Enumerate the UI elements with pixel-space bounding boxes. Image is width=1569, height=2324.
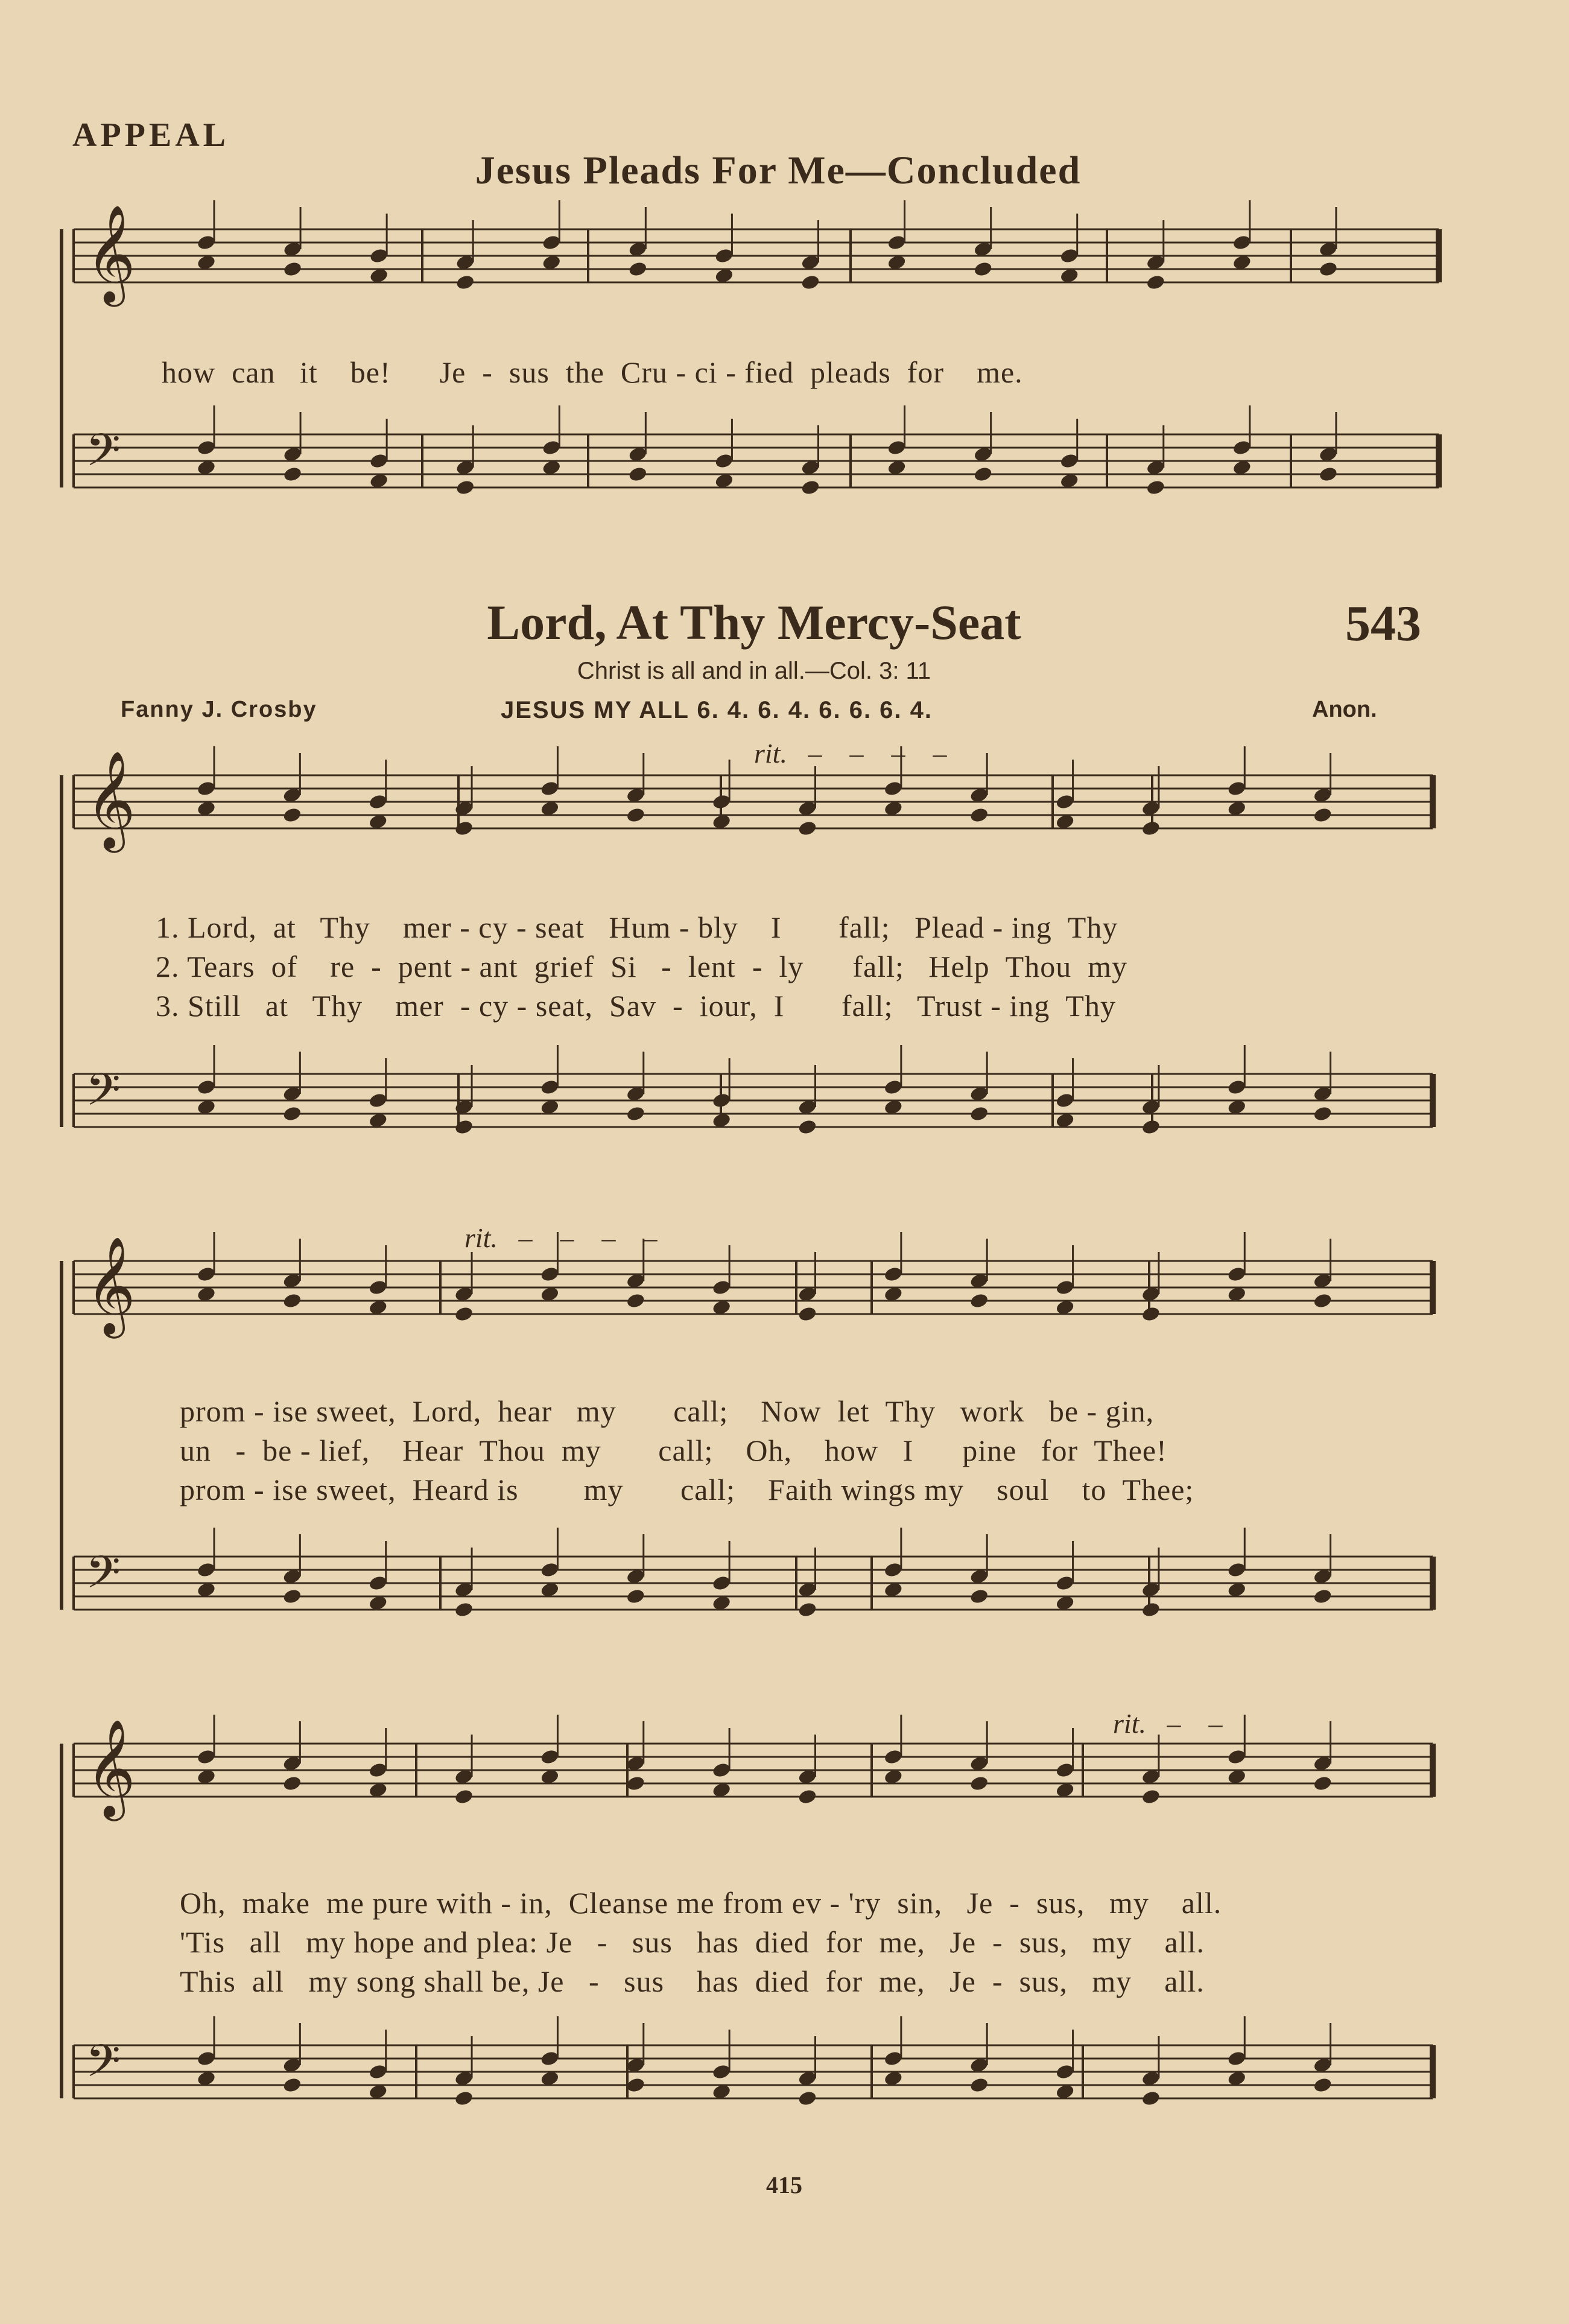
- hymn-title: Lord, At Thy Mercy-Seat: [487, 595, 1021, 650]
- notehead: [1318, 466, 1338, 483]
- bass-clef-icon: 𝄢: [86, 424, 121, 487]
- treble-clef-icon: 𝄞: [86, 1236, 136, 1335]
- treble-clef-icon: 𝄞: [86, 1719, 136, 1817]
- notehead: [282, 807, 302, 824]
- notehead: [282, 261, 302, 278]
- notehead: [454, 1788, 474, 1805]
- notehead: [1313, 2077, 1333, 2094]
- prev-hymn-title: Jesus Pleads For Me—Concluded: [475, 148, 1082, 192]
- treble-clef-icon: 𝄞: [86, 751, 136, 849]
- notehead: [1313, 1292, 1333, 1309]
- verse-2-line-3: 'Tis all my hope and plea: Je - sus has died for me, Je - sus, my all.: [180, 1925, 1205, 1959]
- notehead: [1313, 1775, 1333, 1792]
- notehead: [1313, 807, 1333, 824]
- notehead: [1141, 1119, 1161, 1135]
- verse-3-line-2: prom - ise sweet, Heard is my call; Faith wings my soul to Thee;: [180, 1473, 1194, 1506]
- notehead: [969, 1588, 989, 1605]
- verse-1-line-2: prom - ise sweet, Lord, hear my call; Now let Thy work be - gin,: [180, 1394, 1155, 1428]
- notehead: [969, 1292, 989, 1309]
- hymn-number: 543: [1345, 595, 1421, 652]
- notehead: [1146, 274, 1165, 291]
- notehead: [454, 1306, 474, 1322]
- rit-marking-1: rit. – – – –: [754, 738, 947, 769]
- notehead: [800, 479, 820, 496]
- notehead: [626, 1292, 645, 1309]
- notehead: [797, 820, 817, 837]
- bass-clef-icon: 𝄢: [86, 2035, 121, 2098]
- notehead: [454, 820, 474, 837]
- page-number: 415: [766, 2171, 802, 2199]
- notehead: [282, 1775, 302, 1792]
- notehead: [1313, 1588, 1333, 1605]
- notehead: [455, 479, 475, 496]
- author-credit: Fanny J. Crosby: [121, 697, 317, 722]
- rit-marking-3: rit. – –: [1113, 1708, 1223, 1739]
- composer-credit: Anon.: [1312, 697, 1377, 722]
- treble-clef-icon: 𝄞: [86, 205, 136, 303]
- notehead: [282, 466, 302, 483]
- notehead: [628, 261, 648, 278]
- verse-3-line-3: This all my song shall be, Je - sus has died for me, Je - sus, my all.: [180, 1964, 1205, 1998]
- notehead: [969, 1105, 989, 1122]
- notehead: [1313, 1105, 1333, 1122]
- notehead: [454, 2090, 474, 2107]
- notehead: [973, 466, 993, 483]
- verse-3-line-1: 3. Still at Thy mer - cy - seat, Sav - iour, I fall; Trust - ing Thy: [156, 989, 1116, 1023]
- notehead: [797, 1601, 817, 1618]
- notehead: [626, 1588, 645, 1605]
- verse-2-line-2: un - be - lief, Hear Thou my call; Oh, how I pine for Thee!: [180, 1433, 1167, 1467]
- notehead: [1318, 261, 1338, 278]
- notehead: [969, 2077, 989, 2094]
- notehead: [1141, 1788, 1161, 1805]
- notehead: [626, 807, 645, 824]
- notehead: [626, 2077, 645, 2094]
- notehead: [282, 1292, 302, 1309]
- notehead: [282, 2077, 302, 2094]
- notehead: [973, 261, 993, 278]
- notehead: [1146, 479, 1165, 496]
- bass-clef-icon: 𝄢: [86, 1546, 121, 1610]
- notehead: [626, 1105, 645, 1122]
- notehead: [454, 1601, 474, 1618]
- notehead: [1141, 2090, 1161, 2107]
- notehead: [800, 274, 820, 291]
- notehead: [797, 2090, 817, 2107]
- notehead: [454, 1119, 474, 1135]
- notehead: [969, 1775, 989, 1792]
- notehead: [628, 466, 648, 483]
- bass-clef-icon: 𝄢: [86, 1064, 121, 1127]
- notehead: [969, 807, 989, 824]
- scripture-reference: Christ is all and in all.—Col. 3: 11: [577, 658, 931, 684]
- notehead: [282, 1588, 302, 1605]
- rit-marking-2: rit. – – – –: [464, 1222, 658, 1253]
- notehead: [797, 1119, 817, 1135]
- notehead: [1141, 1306, 1161, 1322]
- notehead: [626, 1775, 645, 1792]
- section-label: APPEAL: [72, 116, 229, 154]
- notehead: [282, 1105, 302, 1122]
- notehead: [797, 1306, 817, 1322]
- notehead: [1141, 1601, 1161, 1618]
- verse-1-line-3: Oh, make me pure with - in, Cleanse me from ev - 'ry sin, Je - sus, my all.: [180, 1886, 1222, 1920]
- verse-2-line-1: 2. Tears of re - pent - ant grief Si - lent - ly fall; Help Thou my: [156, 950, 1128, 983]
- notehead: [797, 1788, 817, 1805]
- tune-name: JESUS MY ALL 6. 4. 6. 4. 6. 6. 6. 4.: [501, 697, 933, 723]
- verse-1-line-1: 1. Lord, at Thy mer - cy - seat Hum - bly I fall; Plead - ing Thy: [156, 910, 1118, 944]
- notehead: [455, 274, 475, 291]
- prev-hymn-lyric: how can it be! Je - sus the Cru - ci - fied pleads for me.: [162, 355, 1023, 389]
- notehead: [1141, 820, 1161, 837]
